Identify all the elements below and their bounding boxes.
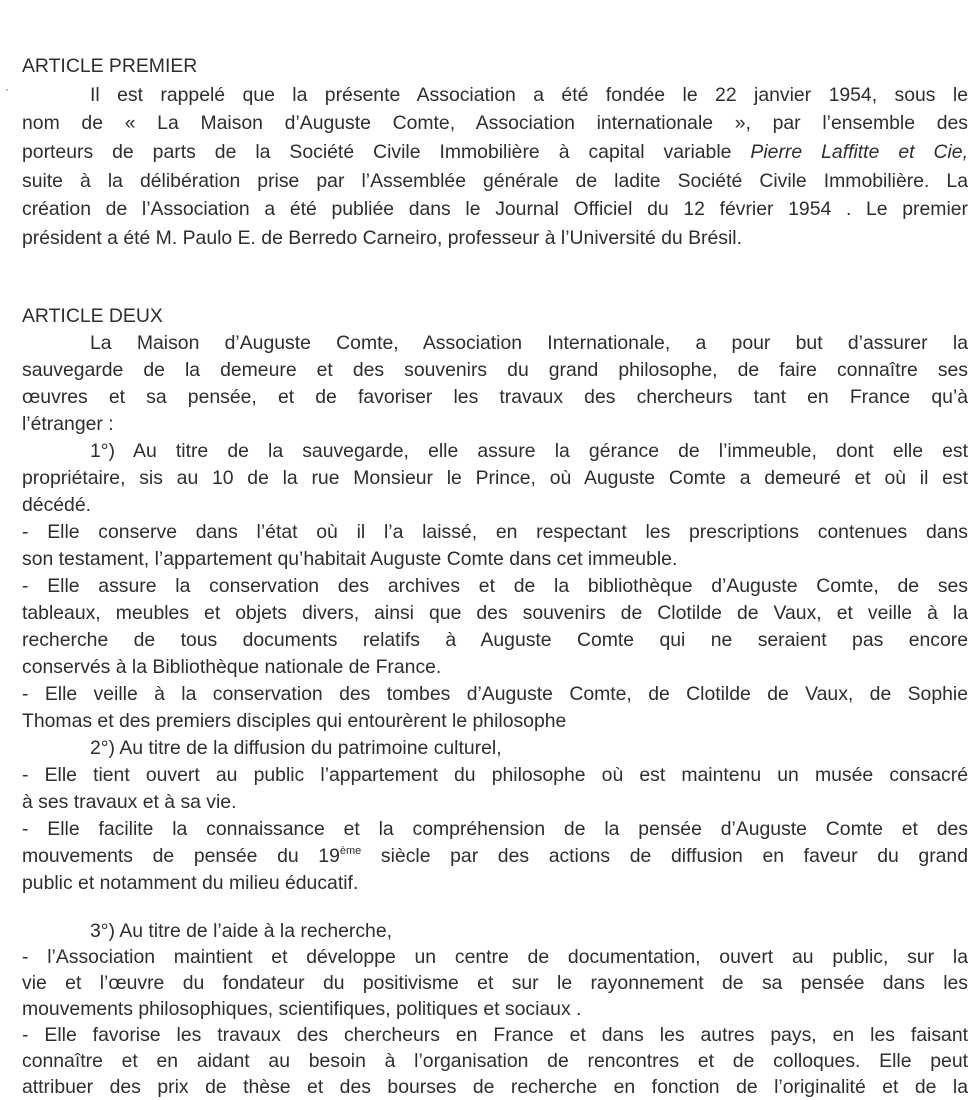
article-deux-line: La Maison d’Auguste Comte, Association Internationale, a pour but d’assurer la xyxy=(90,332,968,354)
article-deux-line: conservés à la Bibliothèque nationale de France. xyxy=(22,656,442,678)
article-premier-line: création de l’Association a été publiée dans le Journal Officiel du 12 février 1954 . Le premier xyxy=(22,198,968,221)
article-deux-line: recherche de tous documents relatifs à Auguste Comte qui ne seraient pas encore xyxy=(22,629,968,651)
article-deux-line: sauvegarde de la demeure et des souvenirs du grand philosophe, de faire connaître ses xyxy=(22,359,968,381)
article-deux-line: - Elle favorise les travaux des chercheurs en France et dans les autres pays, en les faisant xyxy=(22,1024,968,1046)
article-deux-line: public et notamment du milieu éducatif. xyxy=(22,872,359,894)
article-deux-line: vie et l’œuvre du fondateur du positivisme et sur le rayonnement de sa pensée dans les xyxy=(22,972,968,994)
article-deux-line: à ses travaux et à sa vie. xyxy=(22,791,237,813)
article-premier-line: président a été M. Paulo E. de Berredo Carneiro, professeur à l’Université du Brésil. xyxy=(22,227,742,249)
company-name: Pierre Laffitte et Cie, xyxy=(750,141,968,163)
article-premier-line: nom de « La Maison d’Auguste Comte, Association internationale », par l’ensemble des xyxy=(22,112,968,135)
article-deux-line: son testament, l’appartement qu’habitait Auguste Comte dans cet immeuble. xyxy=(22,548,678,570)
article-premier-line: suite à la délibération prise par l’Assemblée générale de ladite Société Civile Immobilière. La xyxy=(22,169,968,192)
line-text: siècle par des actions de diffusion en faveur du grand xyxy=(380,845,968,867)
article-deux-line: - Elle assure la conservation des archives et de la bibliothèque d’Auguste Comte, de ses xyxy=(22,575,968,597)
article-premier-line xyxy=(22,141,968,163)
article-deux-line: connaître et en aidant au besoin à l’organisation de rencontres et de colloques. Elle peut xyxy=(22,1050,968,1072)
article-deux-line: 2°) Au titre de la diffusion du patrimoine culturel, xyxy=(90,737,502,759)
scan-speck xyxy=(6,89,8,91)
article-deux-line: - Elle tient ouvert au public l’appartement du philosophe où est maintenu un musée consacré xyxy=(22,764,968,786)
article-deux-line: décédé. xyxy=(22,494,92,516)
article-deux-line: attribuer des prix de thèse et des bourses de recherche en fonction de l’originalité et de la xyxy=(22,1076,968,1098)
article-deux-line: - Elle facilite la connaissance et la compréhension de la pensée d’Auguste Comte et des xyxy=(22,818,968,840)
article-deux-line: - Elle conserve dans l’état où il l’a laissé, en respectant les prescriptions contenues dans xyxy=(22,521,968,543)
article-premier-line: Il est rappelé que la présente Association a été fondée le 22 janvier 1954, sous le xyxy=(90,83,968,106)
article-deux-line: 1°) Au titre de la sauvegarde, elle assure la gérance de l’immeuble, dont elle est xyxy=(90,440,968,462)
article-deux-line: - Elle veille à la conservation des tombes d’Auguste Comte, de Clotilde de Vaux, de Sophie xyxy=(22,683,968,705)
article-deux-line xyxy=(22,845,968,867)
article-deux-line: propriétaire, sis au 10 de la rue Monsieur le Prince, où Auguste Comte a demeuré et où il est xyxy=(22,467,968,489)
article-deux-line: mouvements philosophiques, scientifiques, politiques et sociaux . xyxy=(22,998,582,1020)
article-deux-heading: ARTICLE DEUX xyxy=(22,305,163,327)
line-text: mouvements de pensée du 19 xyxy=(22,845,340,867)
article-deux-line: - l’Association maintient et développe un centre de documentation, ouvert au public, sur la xyxy=(22,946,968,968)
article-deux-line: tableaux, meubles et objets divers, ainsi que des souvenirs de Clotilde de Vaux, et veille à la xyxy=(22,602,968,624)
line-text: porteurs de parts de la Société Civile Immobilière à capital variable xyxy=(22,141,732,163)
article-premier-heading: ARTICLE PREMIER xyxy=(22,55,198,77)
article-deux-line: l’étranger : xyxy=(22,413,114,435)
article-deux-line: Thomas et des premiers disciples qui entourèrent le philosophe xyxy=(22,710,567,732)
article-deux-line: œuvres et sa pensée, et de favoriser les travaux des chercheurs tant en France qu’à xyxy=(22,386,968,408)
article-deux-line: 3°) Au titre de l’aide à la recherche, xyxy=(90,920,393,942)
superscript-eme: ème xyxy=(339,845,362,857)
